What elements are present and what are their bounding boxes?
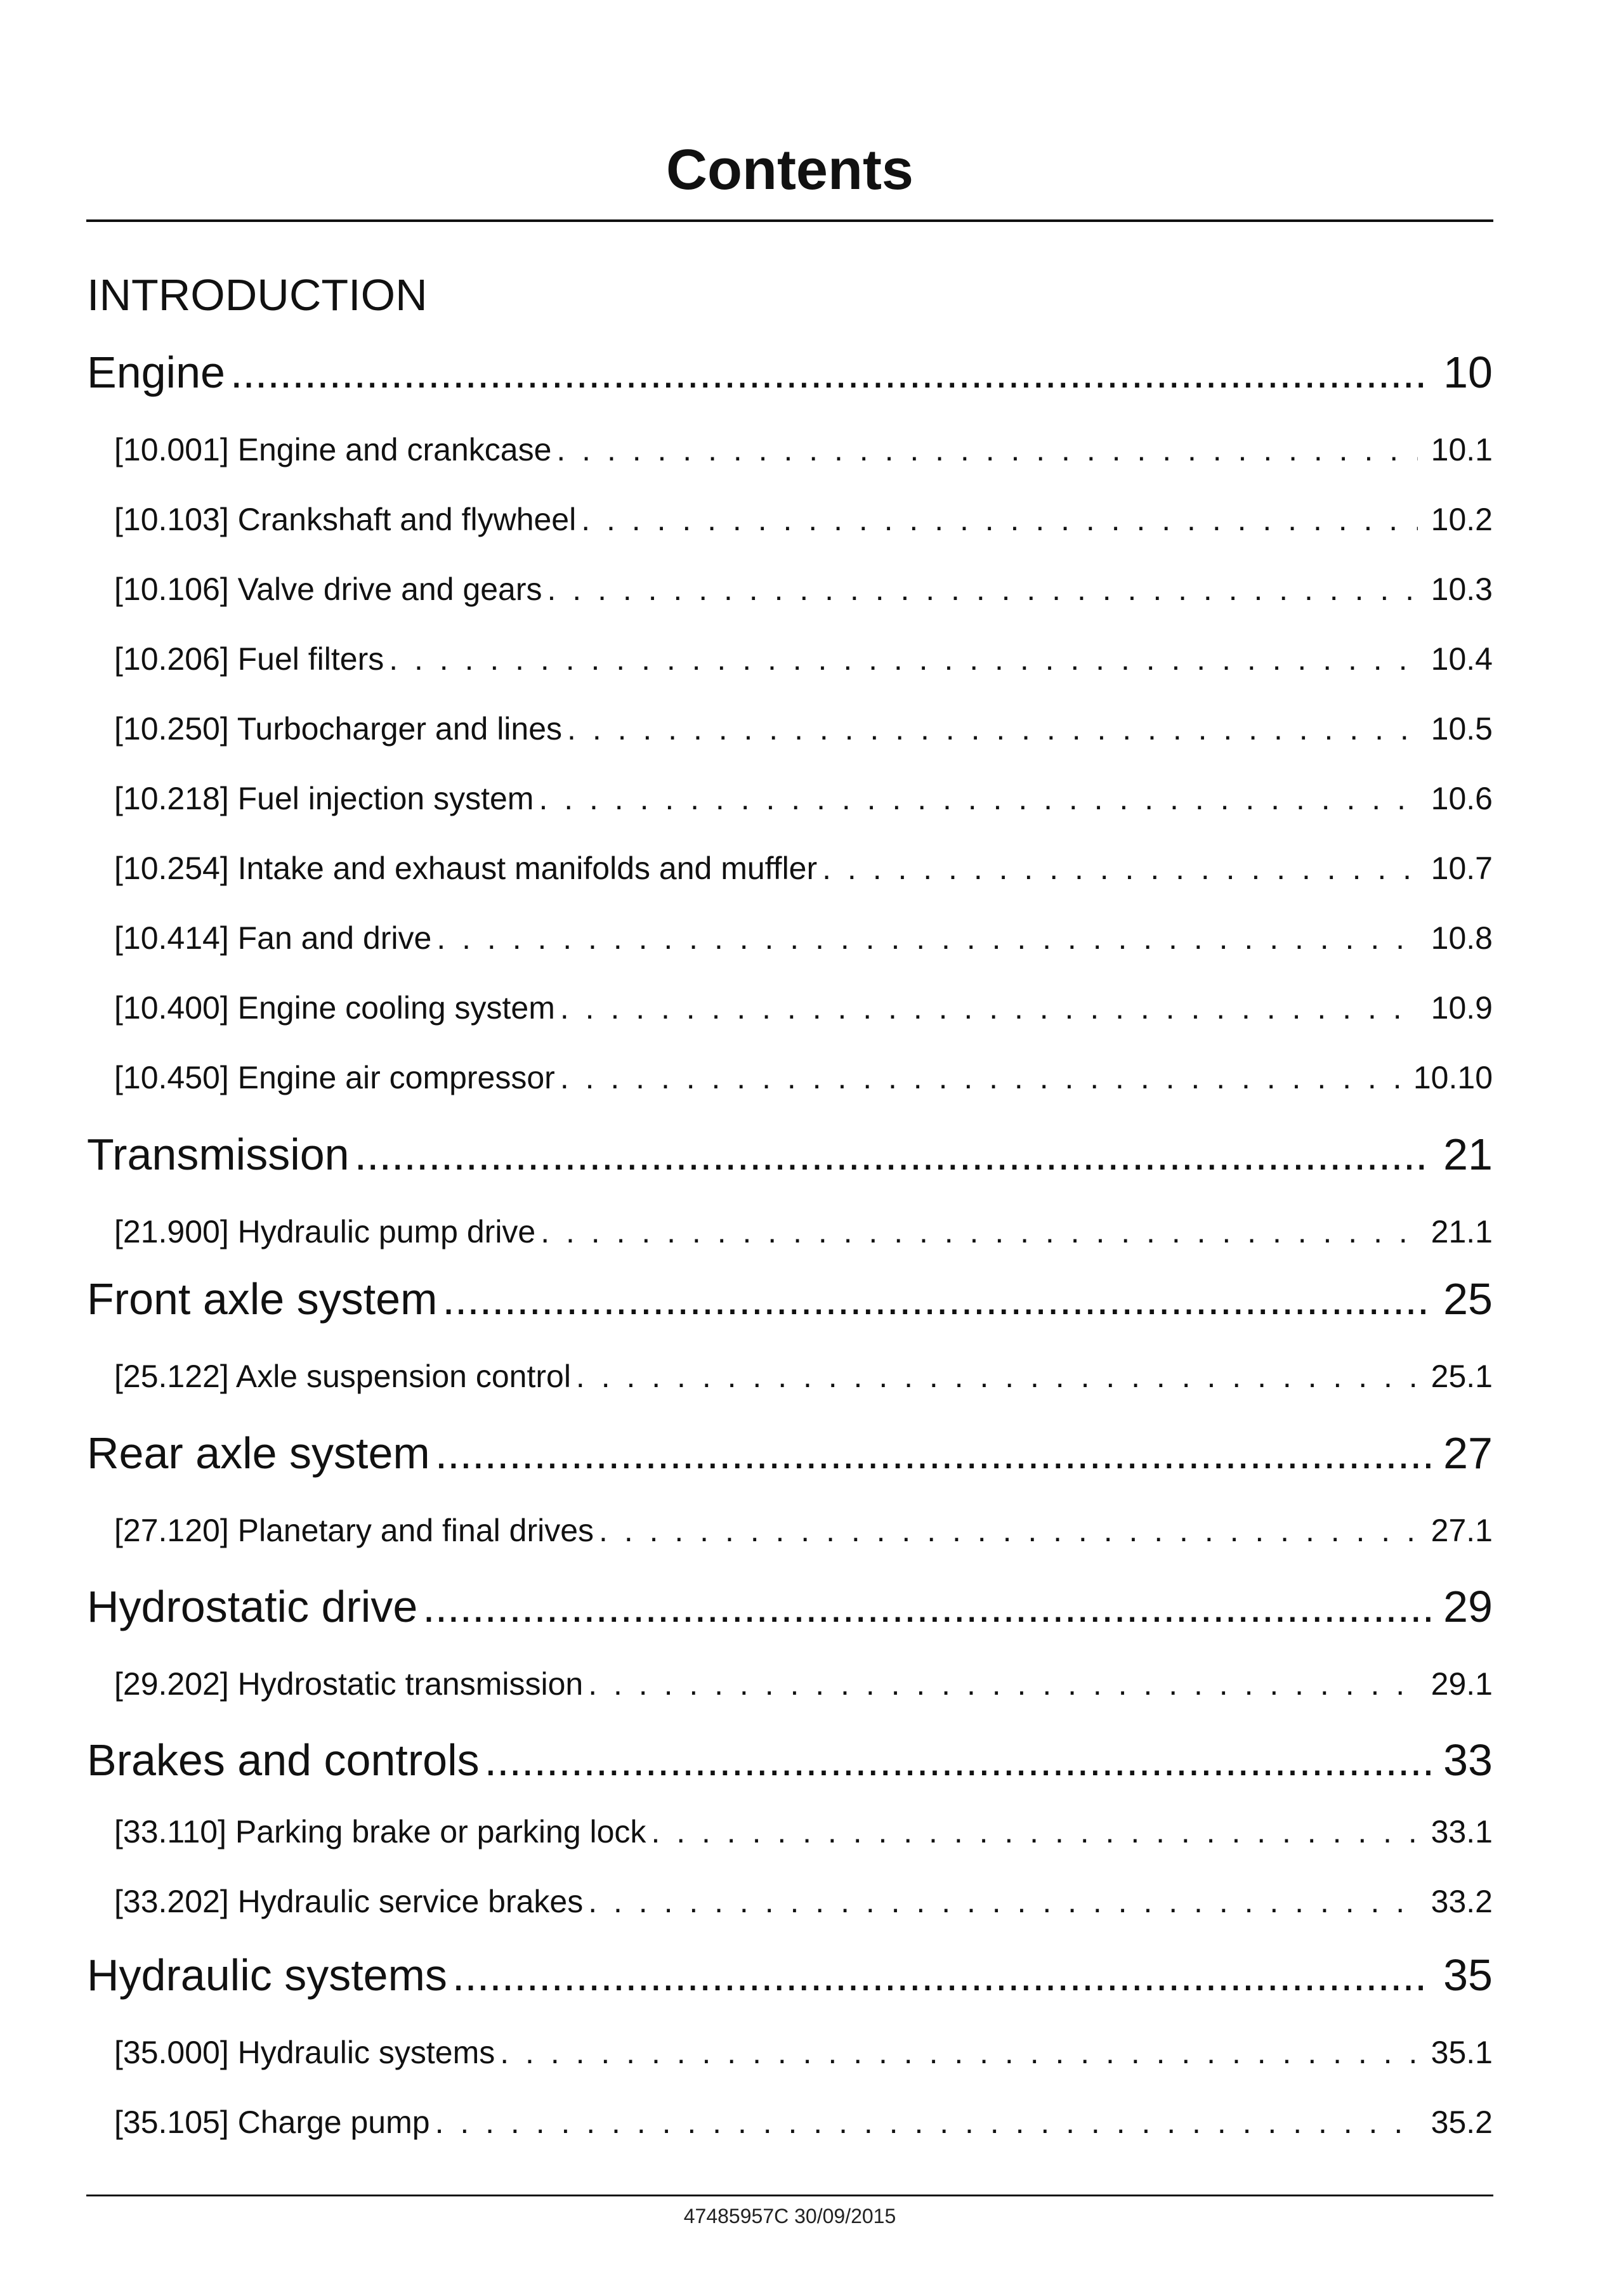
toc-page-number: 10.10 xyxy=(1413,1060,1493,1095)
dot-leader xyxy=(576,1357,1418,1395)
toc-section-row[interactable] xyxy=(114,1511,1493,1549)
dot-leader xyxy=(560,989,1418,1027)
toc-page-number: 33.1 xyxy=(1431,1814,1493,1849)
toc-entry-label: [10.206] Fuel filters xyxy=(114,641,384,677)
dot-leader xyxy=(436,919,1418,957)
toc-page-number: 27.1 xyxy=(1431,1513,1493,1548)
toc-section-row[interactable] xyxy=(114,2033,1493,2071)
toc-page-number: 10.2 xyxy=(1431,502,1493,537)
dot-leader xyxy=(500,2033,1418,2071)
toc-entry-label: [10.250] Turbocharger and lines xyxy=(114,711,563,747)
toc-entry-label: [25.122] Axle suspension control xyxy=(114,1359,571,1394)
toc-page-number: 10.4 xyxy=(1431,641,1493,677)
toc-page-number: 10.7 xyxy=(1431,851,1493,886)
toc-section-row[interactable] xyxy=(114,2103,1493,2141)
toc-entry-label: [10.450] Engine air compressor xyxy=(114,1060,555,1095)
dot-leader xyxy=(435,2103,1418,2141)
toc-page-number: 21 xyxy=(1443,1130,1493,1179)
dot-leader xyxy=(422,1580,1431,1633)
toc-page-number: 10 xyxy=(1443,348,1493,397)
toc-section-row[interactable] xyxy=(114,1882,1493,1921)
dot-leader xyxy=(556,431,1418,469)
toc-section-row[interactable] xyxy=(114,919,1493,957)
toc-entry-label: [29.202] Hydrostatic transmission xyxy=(114,1666,584,1702)
toc-page-number: 10.1 xyxy=(1431,432,1493,467)
toc-entry-label: [27.120] Planetary and final drives xyxy=(114,1513,594,1548)
dot-leader xyxy=(389,640,1418,678)
toc-page-number: 29 xyxy=(1443,1582,1493,1631)
toc-section-row[interactable] xyxy=(114,1665,1493,1703)
toc-section-row[interactable] xyxy=(114,710,1493,748)
toc-page-number: 10.8 xyxy=(1431,920,1493,956)
toc-chapter-row[interactable] xyxy=(87,1580,1493,1633)
dot-leader xyxy=(588,1882,1418,1921)
dot-leader xyxy=(485,1733,1431,1787)
toc-entry-label: [35.105] Charge pump xyxy=(114,2104,430,2140)
toc-chapter-row[interactable] xyxy=(87,1733,1493,1787)
dot-leader xyxy=(588,1665,1418,1703)
toc-section-row[interactable] xyxy=(114,849,1493,887)
dot-leader xyxy=(581,500,1418,538)
toc-entry-label: [10.103] Crankshaft and flywheel xyxy=(114,502,577,537)
toc-page-number: 21.1 xyxy=(1431,1214,1493,1249)
toc-entry-label: [10.218] Fuel injection system xyxy=(114,781,534,816)
toc-entry-label: [10.400] Engine cooling system xyxy=(114,990,555,1026)
toc-page-number: 10.9 xyxy=(1431,990,1493,1026)
toc-entry-label: [10.106] Valve drive and gears xyxy=(114,571,542,607)
toc-page-number: 10.3 xyxy=(1431,571,1493,607)
toc-section-row[interactable] xyxy=(114,570,1493,608)
toc-entry-label: Front axle system xyxy=(87,1274,438,1324)
toc-section-row[interactable] xyxy=(114,1213,1493,1251)
toc-entry-label: [10.414] Fan and drive xyxy=(114,920,432,956)
dot-leader xyxy=(230,346,1431,399)
toc-page-number: 29.1 xyxy=(1431,1666,1493,1702)
toc-entry-label: [33.202] Hydraulic service brakes xyxy=(114,1884,584,1919)
toc-entry-label: [35.000] Hydraulic systems xyxy=(114,2035,495,2070)
dot-leader xyxy=(452,1948,1431,2002)
toc-page-number: 27 xyxy=(1443,1428,1493,1478)
title-rule xyxy=(86,219,1493,222)
dot-leader xyxy=(539,779,1418,818)
toc-section-row[interactable] xyxy=(114,989,1493,1027)
toc-page-number: 10.5 xyxy=(1431,711,1493,747)
introduction-heading: INTRODUCTION xyxy=(87,270,428,320)
footer-rule xyxy=(86,2195,1493,2196)
toc-page-number: 10.6 xyxy=(1431,781,1493,816)
toc-entry-label: Hydrostatic drive xyxy=(87,1582,418,1631)
toc-section-row[interactable] xyxy=(114,1059,1493,1097)
toc-page-number: 25 xyxy=(1443,1274,1493,1324)
dot-leader xyxy=(599,1511,1418,1549)
toc-entry-label: Brakes and controls xyxy=(87,1735,480,1785)
toc-entry-label: Rear axle system xyxy=(87,1428,430,1478)
dot-leader xyxy=(442,1272,1431,1326)
footer-doc-id: 47485957C 30/09/2015 xyxy=(683,2205,896,2228)
toc-page-number: 33 xyxy=(1443,1735,1493,1785)
toc-section-row[interactable] xyxy=(114,640,1493,678)
toc-entry-label: Transmission xyxy=(87,1130,350,1179)
toc-chapter-row[interactable] xyxy=(87,1426,1493,1480)
toc-section-row[interactable] xyxy=(114,431,1493,469)
dot-leader xyxy=(567,710,1418,748)
toc-page-number: 35.1 xyxy=(1431,2035,1493,2070)
toc-entry-label: [10.254] Intake and exhaust manifolds and muffler xyxy=(114,851,818,886)
toc-section-row[interactable] xyxy=(114,1357,1493,1395)
toc-page-number: 35.2 xyxy=(1431,2104,1493,2140)
toc-entry-label: Hydraulic systems xyxy=(87,1950,447,2000)
toc-page-number: 25.1 xyxy=(1431,1359,1493,1394)
toc-entry-label: [10.001] Engine and crankcase xyxy=(114,432,552,467)
toc-entry-label: Engine xyxy=(87,348,225,397)
toc-section-row[interactable] xyxy=(114,779,1493,818)
dot-leader xyxy=(651,1813,1418,1851)
toc-chapter-row[interactable] xyxy=(87,346,1493,399)
dot-leader xyxy=(547,570,1418,608)
toc-entry-label: [21.900] Hydraulic pump drive xyxy=(114,1214,536,1249)
toc-page-number: 33.2 xyxy=(1431,1884,1493,1919)
toc-chapter-row[interactable] xyxy=(87,1128,1493,1181)
dot-leader xyxy=(540,1213,1418,1251)
dot-leader xyxy=(355,1128,1431,1181)
dot-leader xyxy=(822,849,1418,887)
toc-chapter-row[interactable] xyxy=(87,1272,1493,1326)
toc-entry-label: [33.110] Parking brake or parking lock xyxy=(114,1814,646,1849)
dot-leader xyxy=(435,1426,1431,1480)
toc-page-number: 35 xyxy=(1443,1950,1493,2000)
toc-section-row[interactable] xyxy=(114,500,1493,538)
toc-section-row[interactable] xyxy=(114,1813,1493,1851)
toc-chapter-row[interactable] xyxy=(87,1948,1493,2002)
page-title: Contents xyxy=(666,138,914,202)
dot-leader xyxy=(560,1059,1408,1097)
